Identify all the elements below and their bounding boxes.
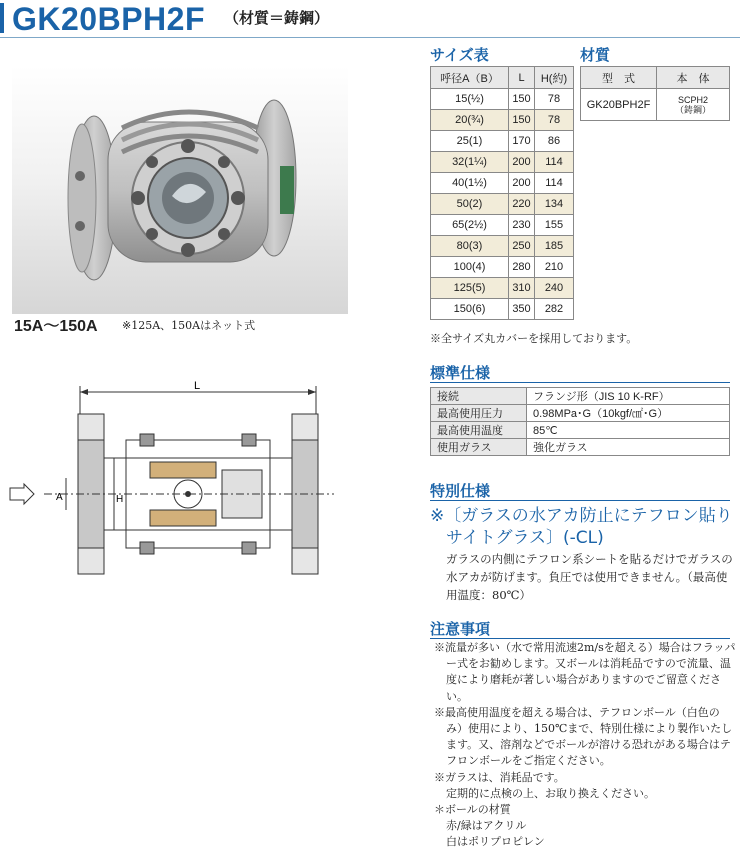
caution-ball-material: ＊ボールの材質	[434, 803, 511, 817]
dim-l-label: L	[194, 380, 201, 392]
size-table-title: サイズ表	[430, 46, 489, 64]
table-row	[431, 89, 574, 110]
net-type-note: ※125A、150Aはネット式	[122, 319, 256, 332]
size-cell: 150(6)	[431, 299, 509, 320]
material-subtitle: （材質＝鋳鋼）	[224, 9, 330, 27]
size-cell: 32(1¼)	[431, 152, 509, 173]
length-cell: 150	[509, 89, 535, 110]
length-cell: 150	[509, 110, 535, 131]
material-header-row	[581, 67, 730, 89]
size-col-header: 呼径A（B）	[431, 67, 509, 89]
round-cover-note: ※全サイズ丸カバーを採用しております。	[430, 332, 638, 345]
length-cell: 230	[509, 215, 535, 236]
spec-title-rule	[430, 382, 730, 383]
dim-a-label: A	[56, 492, 63, 503]
size-table	[430, 66, 574, 320]
spec-label: 最高使用圧力	[431, 405, 527, 422]
size-cell: 50(2)	[431, 194, 509, 215]
height-cell: 134	[535, 194, 574, 215]
cautions-title: 注意事項	[430, 620, 491, 638]
height-cell: 78	[535, 110, 574, 131]
caution-glass: ※ガラスは、消耗品です。	[434, 770, 565, 784]
table-row	[431, 152, 574, 173]
spec-title: 標準仕様	[430, 364, 491, 382]
table-row	[431, 439, 730, 456]
page-header	[0, 0, 740, 38]
height-cell: 155	[535, 215, 574, 236]
caution-temperature: ※最高使用温度を超える場合は、テフロンボール（白色のみ）使用により、150℃まで、特別仕様により製作いたします。又、溶剤などでボールが溶ける恐れがある場合はテフロンボールをご指定ください。	[434, 705, 733, 768]
special-heading	[430, 505, 733, 549]
dim-h-label: H	[116, 494, 124, 505]
table-row	[431, 110, 574, 131]
model-title: GK20BPH2F	[12, 1, 205, 37]
table-row	[431, 236, 574, 257]
model-col-header: 型 式	[581, 67, 657, 89]
material-table-title: 材質	[580, 46, 611, 64]
size-table-header-row	[431, 67, 574, 89]
spec-value: フランジ形（JIS 10 K-RF）	[527, 388, 730, 405]
special-heading-line1: ※〔ガラスの水アカ防止にテフロン貼り	[430, 506, 733, 526]
ball-material-acrylic: 赤/緑はアクリル	[446, 819, 527, 833]
special-title: 特別仕様	[430, 482, 491, 500]
table-row	[431, 299, 574, 320]
table-row	[431, 215, 574, 236]
table-row	[431, 278, 574, 299]
cautions-list	[434, 640, 736, 851]
height-cell: 114	[535, 152, 574, 173]
body-material-name: （鋳鋼）	[674, 104, 711, 115]
length-cell: 250	[509, 236, 535, 257]
spec-value: 0.98MPa･G（10kgf/㎠･G）	[527, 405, 730, 422]
size-cell: 100(4)	[431, 257, 509, 278]
cautions-title-rule	[430, 638, 730, 639]
size-cell: 40(1½)	[431, 173, 509, 194]
caution-glass-inspection: 定期的に点検の上、お取り換えください。	[446, 786, 655, 800]
special-heading-line2: サイトグラス〕(-CL)	[446, 528, 604, 548]
size-cell: 125(5)	[431, 278, 509, 299]
header-accent-bar	[0, 3, 4, 33]
special-description: ガラスの内側にテフロン系シートを貼るだけでガラスの水アカが防げます。負圧では使用できません。（最高使用温度：80℃）	[446, 552, 733, 602]
length-cell: 350	[509, 299, 535, 320]
table-row	[431, 388, 730, 405]
spec-table	[430, 387, 730, 456]
length-col-header: L	[509, 67, 535, 89]
spec-label: 接続	[431, 388, 527, 405]
body-col-header: 本 体	[657, 67, 730, 89]
height-col-header: H(約)	[535, 67, 574, 89]
length-cell: 200	[509, 173, 535, 194]
spec-label: 最高使用温度	[431, 422, 527, 439]
height-cell: 78	[535, 89, 574, 110]
table-row	[431, 194, 574, 215]
body-material-cell	[657, 89, 730, 121]
height-cell: 114	[535, 173, 574, 194]
size-range-caption: 15A～150A	[14, 318, 98, 335]
product-photo	[12, 66, 348, 314]
length-cell: 310	[509, 278, 535, 299]
size-cell: 80(3)	[431, 236, 509, 257]
length-cell: 200	[509, 152, 535, 173]
length-cell: 280	[509, 257, 535, 278]
table-row	[431, 257, 574, 278]
height-cell: 240	[535, 278, 574, 299]
cross-section-svg	[4, 378, 344, 588]
size-cell: 65(2½)	[431, 215, 509, 236]
height-cell: 86	[535, 131, 574, 152]
cross-section-drawing	[4, 378, 344, 588]
material-table	[580, 66, 730, 121]
table-row	[431, 405, 730, 422]
ball-material-polypropylene: 白はポリプロピレン	[446, 835, 545, 849]
size-cell: 20(¾)	[431, 110, 509, 131]
body-material-grade: SCPH2	[677, 94, 708, 105]
height-cell: 210	[535, 257, 574, 278]
special-title-rule	[430, 500, 730, 501]
model-cell: GK20BPH2F	[581, 89, 657, 121]
table-row	[581, 89, 730, 121]
caution-flow: ※流量が多い（水で常用流速2m/sを超える）場合はフラッパー式をお勧めします。又ボールは消耗品ですので流量、温度により磨耗が著しい場合がありますのでご留意ください。	[434, 641, 736, 703]
height-cell: 185	[535, 236, 574, 257]
size-cell: 25(1)	[431, 131, 509, 152]
height-cell: 282	[535, 299, 574, 320]
length-cell: 170	[509, 131, 535, 152]
table-row	[431, 131, 574, 152]
table-row	[431, 173, 574, 194]
spec-value: 強化ガラス	[527, 439, 730, 456]
length-cell: 220	[509, 194, 535, 215]
spec-value: 85℃	[527, 422, 730, 439]
size-cell: 15(½)	[431, 89, 509, 110]
table-row	[431, 422, 730, 439]
sight-glass-image	[12, 66, 348, 314]
spec-label: 使用ガラス	[431, 439, 527, 456]
